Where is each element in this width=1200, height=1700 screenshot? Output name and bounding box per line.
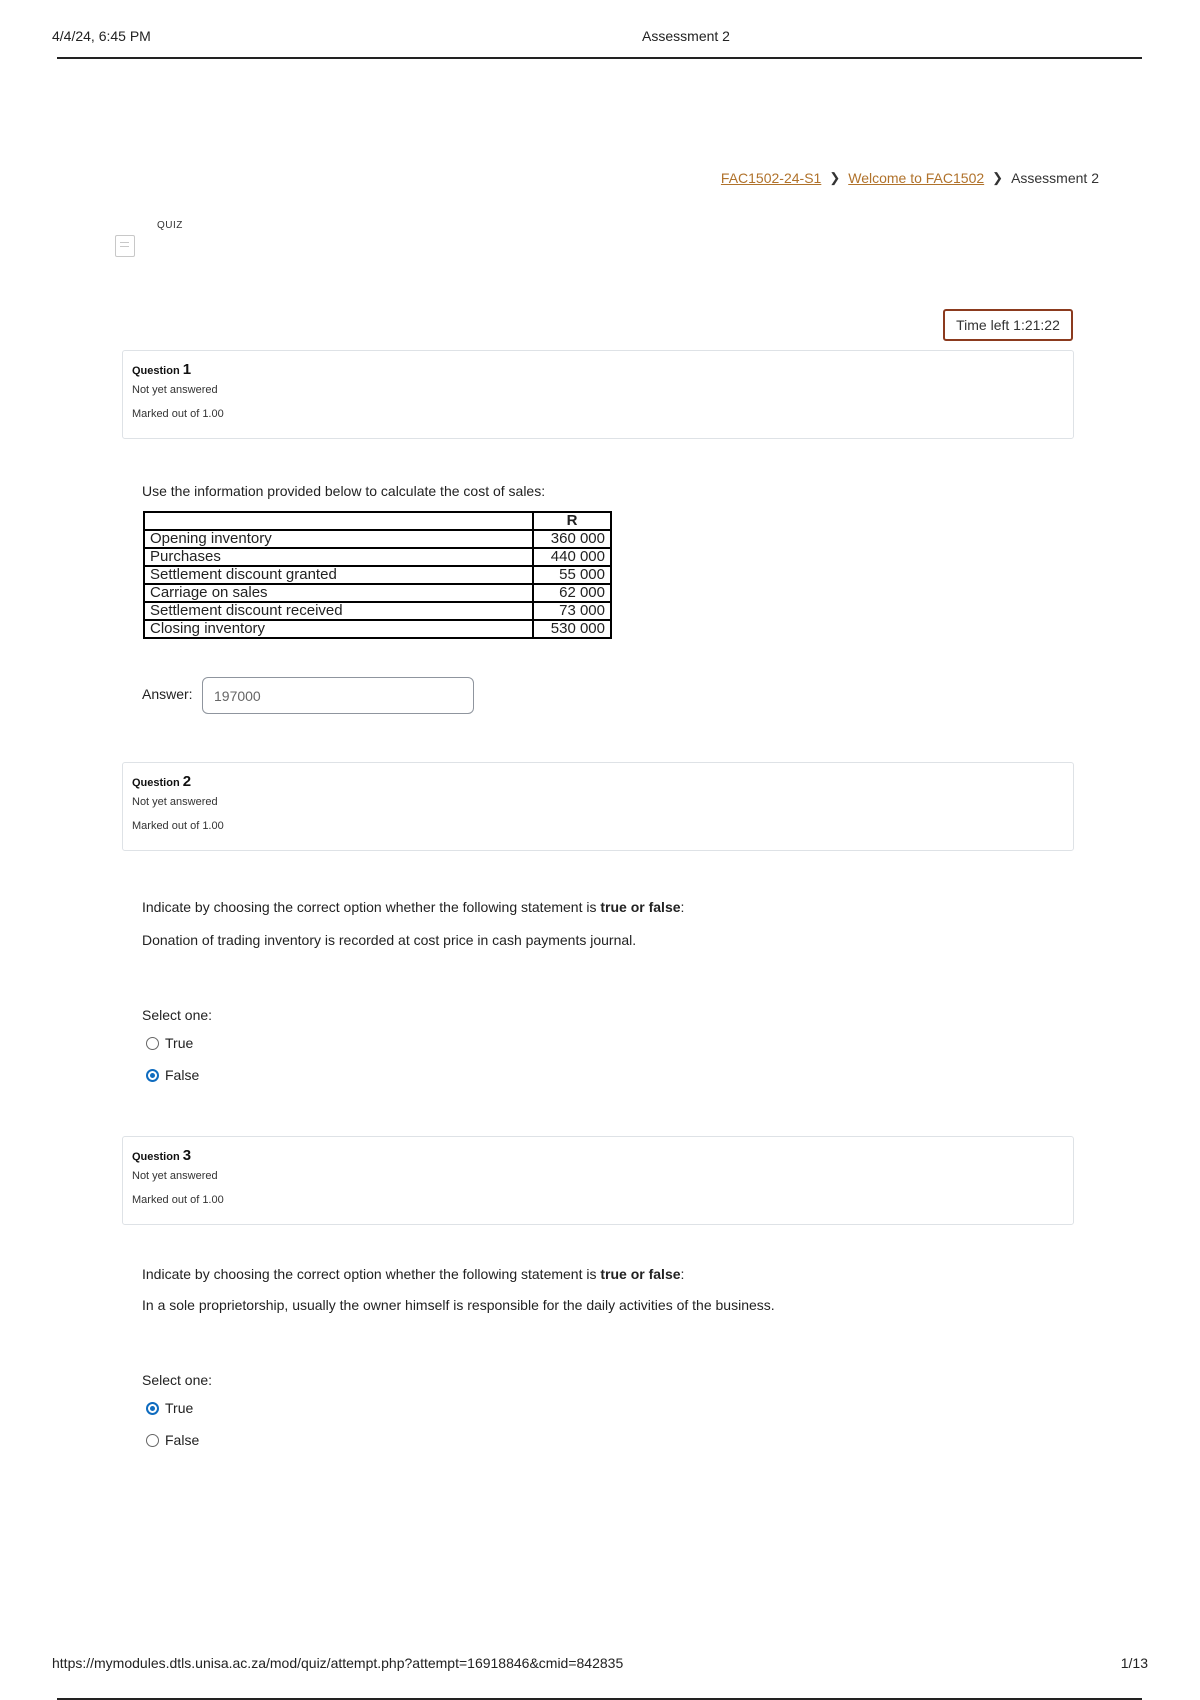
row-value: 62 000: [533, 584, 611, 602]
option-label: False: [165, 1067, 200, 1083]
option-true[interactable]: [146, 1035, 193, 1051]
row-label: Settlement discount granted: [144, 566, 533, 584]
select-one-label: Select one:: [142, 1007, 213, 1023]
answer-label: Answer:: [142, 686, 193, 702]
table-header-currency: R: [533, 512, 611, 530]
question-statement: Donation of trading inventory is recorded at cost price in cash payments journal.: [142, 932, 637, 948]
print-footer-url: https://mymodules.dtls.unisa.ac.za/mod/quiz/attempt.php?attempt=16918846&cmid=842835: [52, 1655, 624, 1671]
question-info-1: [122, 350, 1074, 439]
question-number: Question 1: [132, 361, 192, 378]
table-row: [144, 566, 611, 584]
breadcrumb-current: Assessment 2: [1011, 170, 1099, 186]
breadcrumb-course-link[interactable]: FAC1502-24-S1: [720, 170, 822, 186]
chevron-right-icon: ❯: [829, 170, 841, 185]
time-left-timer: Time left 1:21:22: [943, 309, 1073, 341]
question-state: Not yet answered: [132, 796, 218, 808]
radio-button[interactable]: [146, 1434, 159, 1447]
table-header-row: [144, 512, 611, 530]
option-label: False: [165, 1432, 200, 1448]
option-label: True: [165, 1400, 194, 1416]
question-info-3: [122, 1136, 1074, 1225]
chevron-right-icon: ❯: [992, 170, 1004, 185]
table-row: [144, 620, 611, 638]
row-label: Opening inventory: [144, 530, 533, 548]
question-number: Question 2: [132, 773, 192, 790]
row-value: 440 000: [533, 548, 611, 566]
table-row: [144, 602, 611, 620]
breadcrumb: [721, 170, 1099, 186]
radio-button-selected[interactable]: [146, 1402, 159, 1415]
question-text: Use the information provided below to calculate the cost of sales:: [142, 483, 546, 499]
question-grade: Marked out of 1.00: [132, 820, 224, 832]
select-one-label: Select one:: [142, 1372, 213, 1388]
question-grade: Marked out of 1.00: [132, 408, 224, 420]
question-state: Not yet answered: [132, 1170, 218, 1182]
row-value: 55 000: [533, 566, 611, 584]
question-prompt: Indicate by choosing the correct option whether the following statement is true or false:: [142, 899, 685, 915]
question-info-2: [122, 762, 1074, 851]
radio-button[interactable]: [146, 1037, 159, 1050]
row-value: 73 000: [533, 602, 611, 620]
cost-of-sales-table: [143, 511, 612, 639]
question-prompt: Indicate by choosing the correct option whether the following statement is true or false:: [142, 1266, 685, 1282]
print-footer-page: 1/13: [1120, 1655, 1148, 1671]
question-grade: Marked out of 1.00: [132, 1194, 224, 1206]
table-row: [144, 584, 611, 602]
question-statement: In a sole proprietorship, usually the owner himself is responsible for the daily activities of the business.: [142, 1297, 775, 1313]
row-label: Closing inventory: [144, 620, 533, 638]
option-false[interactable]: [146, 1432, 199, 1448]
table-row: [144, 530, 611, 548]
row-label: Settlement discount received: [144, 602, 533, 620]
header-divider: [57, 57, 1142, 59]
row-value: 360 000: [533, 530, 611, 548]
option-true[interactable]: [146, 1400, 193, 1416]
answer-input[interactable]: [202, 677, 474, 714]
row-value: 530 000: [533, 620, 611, 638]
radio-button-selected[interactable]: [146, 1069, 159, 1082]
question-number: Question 3: [132, 1147, 192, 1164]
quiz-icon: [115, 235, 135, 257]
option-label: True: [165, 1035, 194, 1051]
row-label: Purchases: [144, 548, 533, 566]
table-header-cell: [144, 512, 533, 530]
print-date: 4/4/24, 6:45 PM: [52, 28, 151, 44]
question-state: Not yet answered: [132, 384, 218, 396]
print-title: Assessment 2: [642, 28, 730, 44]
activity-type-label: QUIZ: [157, 220, 183, 231]
option-false[interactable]: [146, 1067, 199, 1083]
breadcrumb-section-link[interactable]: Welcome to FAC1502: [848, 170, 985, 186]
row-label: Carriage on sales: [144, 584, 533, 602]
table-row: [144, 548, 611, 566]
